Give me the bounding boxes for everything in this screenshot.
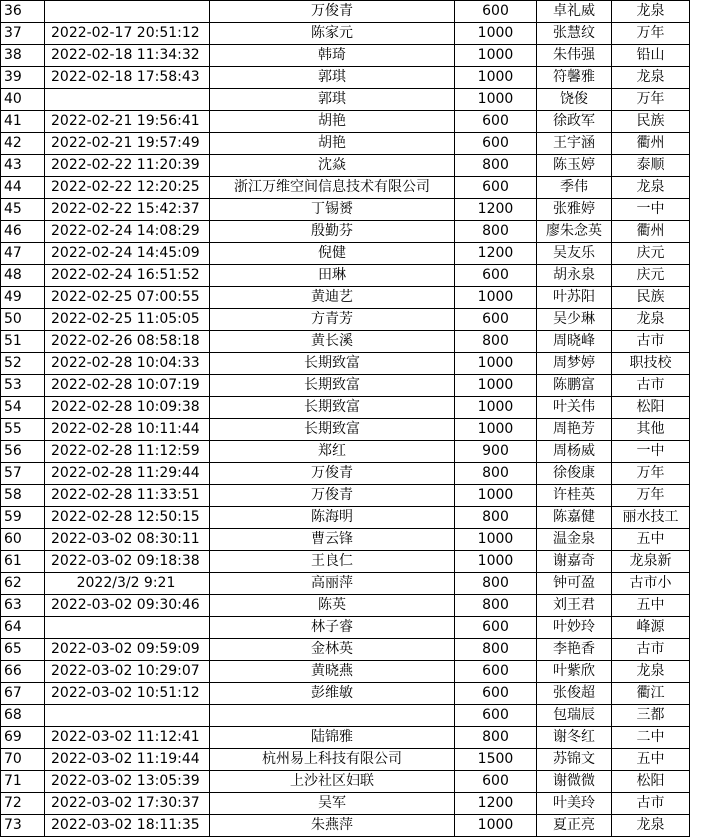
amount-cell: 1000 [455, 287, 537, 309]
donor-name-cell: 沈焱 [210, 155, 455, 177]
amount-cell: 1000 [455, 353, 537, 375]
timestamp-cell: 2022-02-22 11:20:39 [45, 155, 210, 177]
recipient-name-cell: 叶关伟 [537, 397, 612, 419]
amount-cell: 1000 [455, 23, 537, 45]
row-number-cell: 66 [1, 661, 45, 683]
recipient-name-cell: 廖朱念英 [537, 221, 612, 243]
donor-name-cell: 林子睿 [210, 617, 455, 639]
row-number-cell: 69 [1, 727, 45, 749]
amount-cell: 1200 [455, 243, 537, 265]
row-number-cell: 60 [1, 529, 45, 551]
region-cell: 龙泉新 [612, 551, 690, 573]
table-row [1, 573, 690, 595]
recipient-name-cell: 叶苏阳 [537, 287, 612, 309]
recipient-name-cell: 叶紫欣 [537, 661, 612, 683]
table-row [1, 441, 690, 463]
region-cell: 五中 [612, 529, 690, 551]
table-row [1, 771, 690, 793]
region-cell: 龙泉 [612, 177, 690, 199]
amount-cell: 1000 [455, 45, 537, 67]
row-number-cell: 50 [1, 309, 45, 331]
recipient-name-cell: 吴少琳 [537, 309, 612, 331]
row-number-cell: 58 [1, 485, 45, 507]
recipient-name-cell: 谢嘉奇 [537, 551, 612, 573]
amount-cell: 1000 [455, 529, 537, 551]
timestamp-cell: 2022-02-28 10:09:38 [45, 397, 210, 419]
timestamp-cell [45, 705, 210, 727]
donor-name-cell: 胡艳 [210, 133, 455, 155]
row-number-cell: 73 [1, 815, 45, 837]
recipient-name-cell: 谢微微 [537, 771, 612, 793]
donor-name-cell: 上沙社区妇联 [210, 771, 455, 793]
row-number-cell: 51 [1, 331, 45, 353]
table-row [1, 463, 690, 485]
amount-cell: 800 [455, 331, 537, 353]
donor-name-cell: 长期致富 [210, 397, 455, 419]
donor-name-cell: 韩琦 [210, 45, 455, 67]
amount-cell: 1000 [455, 815, 537, 837]
row-number-cell: 48 [1, 265, 45, 287]
table-row [1, 67, 690, 89]
amount-cell: 800 [455, 595, 537, 617]
donor-name-cell: 曹云锋 [210, 529, 455, 551]
timestamp-cell: 2022-03-02 13:05:39 [45, 771, 210, 793]
timestamp-cell: 2022-02-17 20:51:12 [45, 23, 210, 45]
timestamp-cell: 2022-02-18 17:58:43 [45, 67, 210, 89]
recipient-name-cell: 符馨雅 [537, 67, 612, 89]
table-row [1, 639, 690, 661]
table-row [1, 529, 690, 551]
region-cell: 一中 [612, 441, 690, 463]
recipient-name-cell: 叶妙玲 [537, 617, 612, 639]
timestamp-cell: 2022-02-22 15:42:37 [45, 199, 210, 221]
recipient-name-cell: 许桂英 [537, 485, 612, 507]
timestamp-cell: 2022-03-02 09:59:09 [45, 639, 210, 661]
table-row [1, 23, 690, 45]
donor-name-cell: 田琳 [210, 265, 455, 287]
recipient-name-cell: 朱伟强 [537, 45, 612, 67]
region-cell: 五中 [612, 595, 690, 617]
row-number-cell: 38 [1, 45, 45, 67]
recipient-name-cell: 卓礼威 [537, 1, 612, 23]
recipient-name-cell: 陈鹏富 [537, 375, 612, 397]
donor-name-cell: 高丽萍 [210, 573, 455, 595]
donor-name-cell: 吴军 [210, 793, 455, 815]
timestamp-cell: 2022-02-28 10:07:19 [45, 375, 210, 397]
donor-name-cell: 王良仁 [210, 551, 455, 573]
row-number-cell: 57 [1, 463, 45, 485]
timestamp-cell: 2022-02-18 11:34:32 [45, 45, 210, 67]
amount-cell: 1000 [455, 397, 537, 419]
row-number-cell: 52 [1, 353, 45, 375]
amount-cell: 1500 [455, 749, 537, 771]
region-cell: 万年 [612, 485, 690, 507]
recipient-name-cell: 夏正亮 [537, 815, 612, 837]
region-cell: 衢州 [612, 221, 690, 243]
row-number-cell: 53 [1, 375, 45, 397]
recipient-name-cell: 李艳香 [537, 639, 612, 661]
region-cell: 庆元 [612, 243, 690, 265]
timestamp-cell: 2022-02-22 12:20:25 [45, 177, 210, 199]
region-cell: 职技校 [612, 353, 690, 375]
donor-name-cell: 长期致富 [210, 353, 455, 375]
donor-name-cell: 浙江万维空间信息技术有限公司 [210, 177, 455, 199]
recipient-name-cell: 周梦婷 [537, 353, 612, 375]
region-cell: 龙泉 [612, 67, 690, 89]
donor-name-cell: 陈英 [210, 595, 455, 617]
amount-cell: 800 [455, 727, 537, 749]
region-cell: 民族 [612, 287, 690, 309]
timestamp-cell: 2022-03-02 09:18:38 [45, 551, 210, 573]
amount-cell: 600 [455, 771, 537, 793]
donor-name-cell: 黄迪艺 [210, 287, 455, 309]
table-row [1, 617, 690, 639]
table-row [1, 265, 690, 287]
table-row [1, 221, 690, 243]
table-row [1, 375, 690, 397]
donor-name-cell: 万俊青 [210, 485, 455, 507]
recipient-name-cell: 温金泉 [537, 529, 612, 551]
recipient-name-cell: 周杨威 [537, 441, 612, 463]
amount-cell: 1000 [455, 67, 537, 89]
timestamp-cell: 2022-03-02 10:29:07 [45, 661, 210, 683]
table-body [1, 1, 690, 837]
amount-cell: 600 [455, 617, 537, 639]
timestamp-cell: 2022-02-28 10:04:33 [45, 353, 210, 375]
timestamp-cell: 2022-03-02 11:19:44 [45, 749, 210, 771]
donor-name-cell: 郑红 [210, 441, 455, 463]
recipient-name-cell: 王宇涵 [537, 133, 612, 155]
region-cell: 五中 [612, 749, 690, 771]
amount-cell: 600 [455, 133, 537, 155]
donor-name-cell: 朱燕萍 [210, 815, 455, 837]
region-cell: 三都 [612, 705, 690, 727]
row-number-cell: 37 [1, 23, 45, 45]
table-row [1, 705, 690, 727]
timestamp-cell: 2022-03-02 10:51:12 [45, 683, 210, 705]
donor-name-cell: 胡艳 [210, 111, 455, 133]
table-row [1, 353, 690, 375]
table-row [1, 287, 690, 309]
amount-cell: 600 [455, 111, 537, 133]
donor-name-cell: 彭维敏 [210, 683, 455, 705]
timestamp-cell: 2022-02-25 07:00:55 [45, 287, 210, 309]
donor-name-cell: 长期致富 [210, 419, 455, 441]
amount-cell: 800 [455, 221, 537, 243]
recipient-name-cell: 叶美玲 [537, 793, 612, 815]
region-cell: 庆元 [612, 265, 690, 287]
donor-name-cell: 金林英 [210, 639, 455, 661]
amount-cell: 1200 [455, 199, 537, 221]
timestamp-cell: 2022-02-24 14:45:09 [45, 243, 210, 265]
region-cell: 峰源 [612, 617, 690, 639]
donor-name-cell: 长期致富 [210, 375, 455, 397]
recipient-name-cell: 张慧纹 [537, 23, 612, 45]
table-row [1, 397, 690, 419]
amount-cell: 800 [455, 155, 537, 177]
recipient-name-cell: 陈嘉健 [537, 507, 612, 529]
region-cell: 古市 [612, 375, 690, 397]
row-number-cell: 43 [1, 155, 45, 177]
region-cell: 衢江 [612, 683, 690, 705]
table-row [1, 243, 690, 265]
table-row [1, 595, 690, 617]
recipient-name-cell: 刘王君 [537, 595, 612, 617]
row-number-cell: 41 [1, 111, 45, 133]
region-cell: 泰顺 [612, 155, 690, 177]
table-row [1, 111, 690, 133]
amount-cell: 600 [455, 661, 537, 683]
recipient-name-cell: 徐俊康 [537, 463, 612, 485]
table-row [1, 177, 690, 199]
timestamp-cell: 2022-02-24 16:51:52 [45, 265, 210, 287]
donor-name-cell: 万俊青 [210, 1, 455, 23]
region-cell: 松阳 [612, 397, 690, 419]
recipient-name-cell: 谢冬红 [537, 727, 612, 749]
timestamp-cell: 2022-02-28 11:29:44 [45, 463, 210, 485]
row-number-cell: 67 [1, 683, 45, 705]
amount-cell: 600 [455, 1, 537, 23]
amount-cell: 600 [455, 177, 537, 199]
donor-name-cell: 万俊青 [210, 463, 455, 485]
table-row [1, 1, 690, 23]
region-cell: 古市小 [612, 573, 690, 595]
table-row [1, 485, 690, 507]
table-row [1, 309, 690, 331]
donor-name-cell: 陈家元 [210, 23, 455, 45]
row-number-cell: 36 [1, 1, 45, 23]
amount-cell: 600 [455, 309, 537, 331]
table-row [1, 661, 690, 683]
region-cell: 龙泉 [612, 309, 690, 331]
region-cell: 古市 [612, 793, 690, 815]
timestamp-cell: 2022-02-28 12:50:15 [45, 507, 210, 529]
row-number-cell: 39 [1, 67, 45, 89]
row-number-cell: 54 [1, 397, 45, 419]
recipient-name-cell: 张雅婷 [537, 199, 612, 221]
row-number-cell: 64 [1, 617, 45, 639]
table-row [1, 507, 690, 529]
donor-name-cell: 杭州易上科技有限公司 [210, 749, 455, 771]
region-cell: 古市 [612, 331, 690, 353]
amount-cell: 600 [455, 705, 537, 727]
amount-cell: 800 [455, 639, 537, 661]
table-row [1, 155, 690, 177]
region-cell: 松阳 [612, 771, 690, 793]
amount-cell: 800 [455, 463, 537, 485]
timestamp-cell: 2022-03-02 17:30:37 [45, 793, 210, 815]
donor-name-cell: 黄晓燕 [210, 661, 455, 683]
table-row [1, 45, 690, 67]
table-row [1, 551, 690, 573]
row-number-cell: 59 [1, 507, 45, 529]
recipient-name-cell: 季伟 [537, 177, 612, 199]
timestamp-cell: 2022-02-25 11:05:05 [45, 309, 210, 331]
row-number-cell: 62 [1, 573, 45, 595]
row-number-cell: 68 [1, 705, 45, 727]
region-cell: 丽水技工 [612, 507, 690, 529]
amount-cell: 800 [455, 507, 537, 529]
region-cell: 其他 [612, 419, 690, 441]
row-number-cell: 47 [1, 243, 45, 265]
region-cell: 民族 [612, 111, 690, 133]
row-number-cell: 65 [1, 639, 45, 661]
table-row [1, 683, 690, 705]
table-row [1, 89, 690, 111]
amount-cell: 600 [455, 683, 537, 705]
recipient-name-cell: 周艳芳 [537, 419, 612, 441]
region-cell: 万年 [612, 23, 690, 45]
amount-cell: 1000 [455, 551, 537, 573]
amount-cell: 1000 [455, 419, 537, 441]
amount-cell: 1000 [455, 89, 537, 111]
row-number-cell: 71 [1, 771, 45, 793]
recipient-name-cell: 周晓峰 [537, 331, 612, 353]
region-cell: 龙泉 [612, 1, 690, 23]
region-cell: 万年 [612, 89, 690, 111]
row-number-cell: 45 [1, 199, 45, 221]
amount-cell: 1200 [455, 793, 537, 815]
table-row [1, 419, 690, 441]
row-number-cell: 40 [1, 89, 45, 111]
table-row [1, 133, 690, 155]
row-number-cell: 70 [1, 749, 45, 771]
table-row [1, 793, 690, 815]
row-number-cell: 44 [1, 177, 45, 199]
donor-name-cell: 方青芳 [210, 309, 455, 331]
region-cell: 一中 [612, 199, 690, 221]
table-row [1, 749, 690, 771]
region-cell: 龙泉 [612, 661, 690, 683]
row-number-cell: 56 [1, 441, 45, 463]
recipient-name-cell: 胡永泉 [537, 265, 612, 287]
recipient-name-cell: 陈玉婷 [537, 155, 612, 177]
region-cell: 衢州 [612, 133, 690, 155]
timestamp-cell [45, 1, 210, 23]
recipient-name-cell: 苏锦文 [537, 749, 612, 771]
recipient-name-cell: 饶俊 [537, 89, 612, 111]
amount-cell: 900 [455, 441, 537, 463]
timestamp-cell [45, 89, 210, 111]
recipient-name-cell: 包瑞辰 [537, 705, 612, 727]
amount-cell: 1000 [455, 485, 537, 507]
timestamp-cell: 2022-02-28 11:33:51 [45, 485, 210, 507]
timestamp-cell: 2022-02-26 08:58:18 [45, 331, 210, 353]
recipient-name-cell: 吴友乐 [537, 243, 612, 265]
donor-name-cell: 陆锦雅 [210, 727, 455, 749]
timestamp-cell: 2022-03-02 11:12:41 [45, 727, 210, 749]
recipient-name-cell: 张俊超 [537, 683, 612, 705]
timestamp-cell: 2022-03-02 08:30:11 [45, 529, 210, 551]
row-number-cell: 55 [1, 419, 45, 441]
region-cell: 龙泉 [612, 815, 690, 837]
donor-name-cell: 郭琪 [210, 89, 455, 111]
timestamp-cell: 2022-02-21 19:57:49 [45, 133, 210, 155]
timestamp-cell: 2022/3/2 9:21 [45, 573, 210, 595]
amount-cell: 600 [455, 265, 537, 287]
timestamp-cell: 2022-02-21 19:56:41 [45, 111, 210, 133]
row-number-cell: 42 [1, 133, 45, 155]
donor-name-cell: 倪健 [210, 243, 455, 265]
amount-cell: 1000 [455, 375, 537, 397]
region-cell: 二中 [612, 727, 690, 749]
recipient-name-cell: 徐政军 [537, 111, 612, 133]
recipient-name-cell: 钟可盈 [537, 573, 612, 595]
region-cell: 古市 [612, 639, 690, 661]
timestamp-cell: 2022-03-02 09:30:46 [45, 595, 210, 617]
table-row [1, 199, 690, 221]
donor-name-cell [210, 705, 455, 727]
table-row [1, 331, 690, 353]
table-row [1, 727, 690, 749]
timestamp-cell: 2022-02-28 11:12:59 [45, 441, 210, 463]
timestamp-cell: 2022-03-02 18:11:35 [45, 815, 210, 837]
row-number-cell: 63 [1, 595, 45, 617]
region-cell: 万年 [612, 463, 690, 485]
row-number-cell: 61 [1, 551, 45, 573]
donor-name-cell: 丁锡赟 [210, 199, 455, 221]
row-number-cell: 49 [1, 287, 45, 309]
table-row [1, 815, 690, 837]
timestamp-cell [45, 617, 210, 639]
timestamp-cell: 2022-02-24 14:08:29 [45, 221, 210, 243]
region-cell: 铅山 [612, 45, 690, 67]
donor-name-cell: 黄长溪 [210, 331, 455, 353]
row-number-cell: 72 [1, 793, 45, 815]
amount-cell: 800 [455, 573, 537, 595]
row-number-cell: 46 [1, 221, 45, 243]
donor-name-cell: 郭琪 [210, 67, 455, 89]
donor-name-cell: 陈海明 [210, 507, 455, 529]
donor-name-cell: 殷勤芬 [210, 221, 455, 243]
timestamp-cell: 2022-02-28 10:11:44 [45, 419, 210, 441]
